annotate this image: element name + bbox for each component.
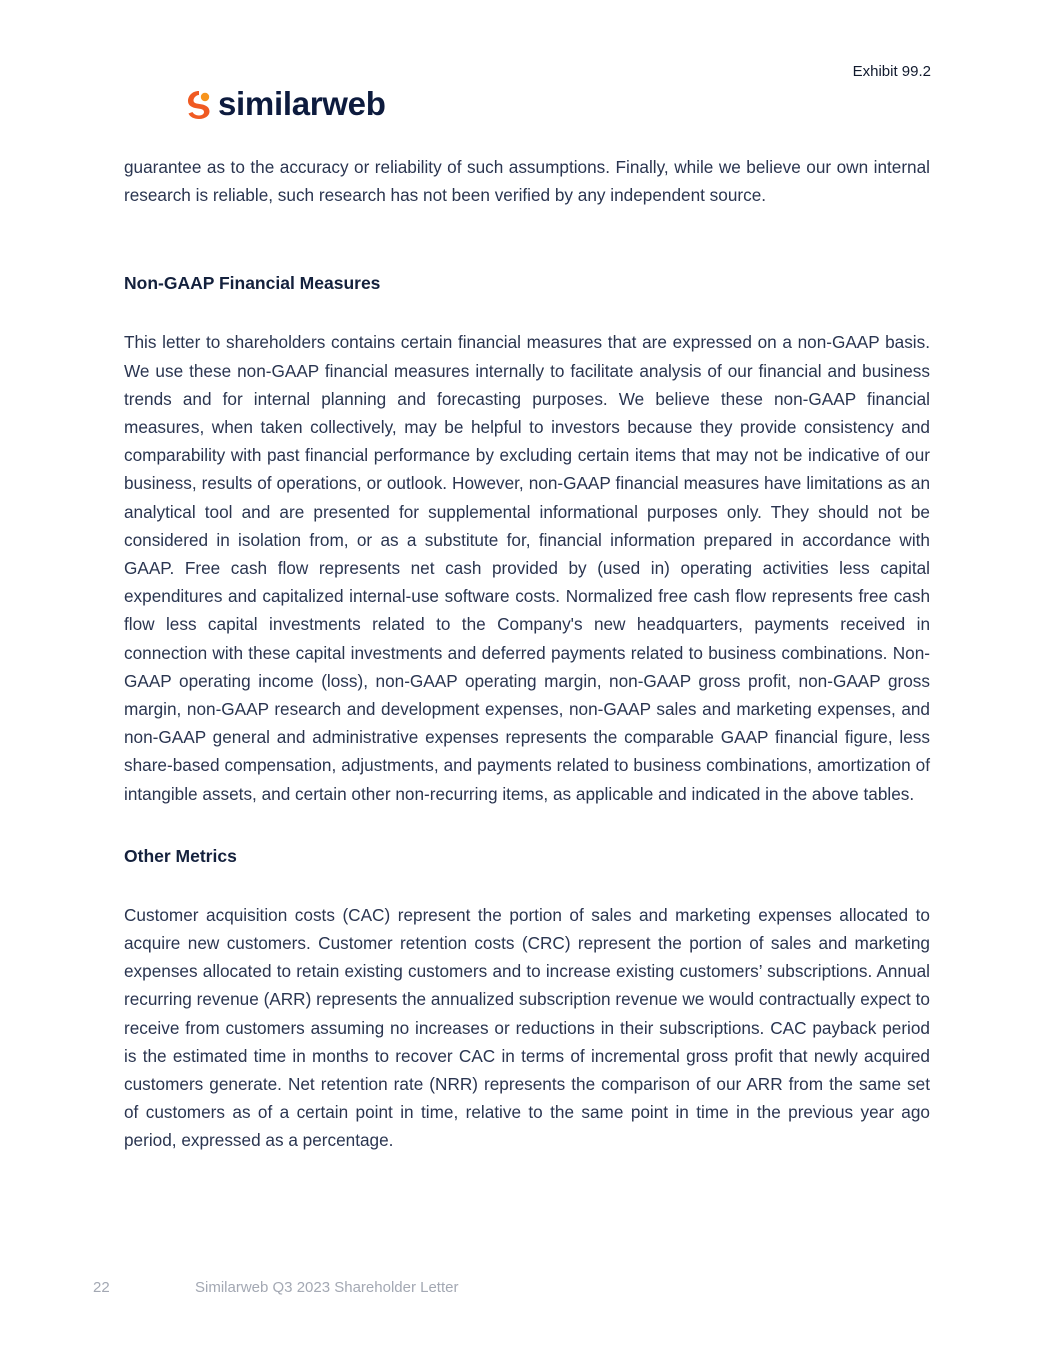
logo-text: similarweb	[218, 85, 386, 122]
section-heading-other-metrics: Other Metrics	[124, 845, 237, 866]
footer-title: Similarweb Q3 2023 Shareholder Letter	[195, 1279, 459, 1296]
page-number: 22	[93, 1279, 110, 1296]
similarweb-logo	[186, 86, 386, 122]
exhibit-label: Exhibit 99.2	[852, 63, 931, 80]
section-heading-non-gaap: Non-GAAP Financial Measures	[124, 273, 381, 294]
intro-paragraph: guarantee as to the accuracy or reliability of such assumptions. Finally, while we believe our own internal research is reliable, such research has not been verified by any independent source.	[124, 157, 930, 206]
section-body-other-metrics: Customer acquisition costs (CAC) represent the portion of sales and marketing expenses allocated to acquire new customers. Customer retention costs (CRC) represent the portion of sales and marketing expenses allocated to retain existing customers and to increase existing customers’ subscriptions. Annual recurring revenue (ARR) represents the annualized subscription revenue we would contractually expect to receive from customers assuming no increases or reductions in their subscriptions. CAC payback period is the estimated time in months to recover CAC in terms of incremental gross profit that newly acquired customers generate. Net retention rate (NRR) represents the comparison of our ARR from the same set of customers as of a certain point in time, relative to the same point in time in the previous year ago period, expressed as a percentage.	[124, 904, 930, 1151]
section-body-non-gaap: This letter to shareholders contains certain financial measures that are expressed on a non-GAAP basis. We use these non-GAAP financial measures internally to facilitate analysis of our financial and business trends and for internal planning and forecasting purposes. We believe these non-GAAP financial measures, when taken collectively, may be helpful to investors because they provide consistency and comparability with past financial performance by excluding certain items that may not be indicative of our business, results of operations, or outlook. However, non-GAAP financial measures have limitations as an analytical tool and are presented for supplemental informational purposes only. They should not be considered in isolation from, or as a substitute for, financial information prepared in accordance with GAAP. Free cash flow represents net cash provided by (used in) operating activities less capital expenditures and capitalized internal-use software costs. Normalized free cash flow represents free cash flow less capital investments related to the Company's new headquarters, payments received in connection with these capital investments and deferred payments related to business combinations. Non-GAAP operating income (loss), non-GAAP operating margin, non-GAAP gross profit, non-GAAP gross margin, non-GAAP research and development expenses, non-GAAP sales and marketing expenses, and non-GAAP general and administrative expenses represents the comparable GAAP financial figure, less share-based compensation, adjustments, and payments related to business combinations, amortization of intangible assets, and certain other non-recurring items, as applicable and indicated in the above tables.	[124, 332, 930, 804]
document-body	[124, 153, 930, 1155]
logo-mark-icon	[186, 89, 212, 119]
